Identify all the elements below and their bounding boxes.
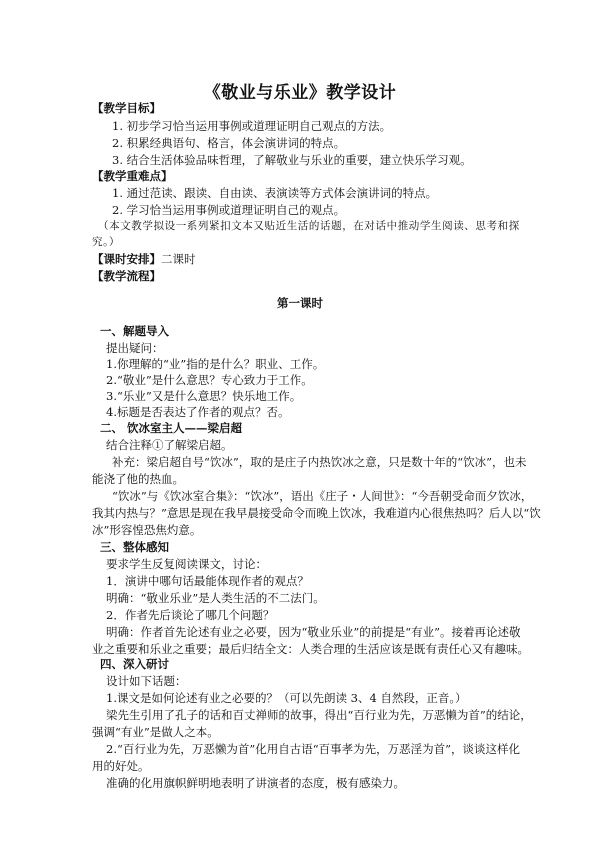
key-points-heading: 【教学重难点】 bbox=[92, 169, 173, 183]
document-title: 《敬业与乐业》教学设计 bbox=[203, 83, 397, 103]
objective-item: 1. 初步学习恰当运用事例或道理证明自己观点的方法。 bbox=[112, 119, 392, 133]
body-line: 2．作者先后谈论了哪几个问题？ bbox=[106, 608, 275, 622]
body-line: 设计如下话题： bbox=[106, 674, 187, 688]
objective-item: 3. 结合生活体验品味哲理，了解敬业与乐业的重要，建立快乐学习观。 bbox=[112, 153, 472, 167]
teaching-note: （本文教学拟设一系列紧扣文本又贴近生活的话题，在对话中推动学生阅读、思考和探 bbox=[98, 220, 520, 232]
body-line: 3.“乐业”又是什么意思？快乐地工作。 bbox=[106, 389, 302, 403]
objectives-heading: 【教学目标】 bbox=[92, 101, 161, 115]
teaching-note: 究。） bbox=[92, 236, 121, 248]
body-line: 梁先生引用了孔子的话和百丈禅师的故事，得出“百行业为先，万恶懒为首”的结论， bbox=[106, 708, 532, 722]
section-heading: 四、深入研讨 bbox=[100, 657, 169, 671]
body-line: 明确：“敬业乐业”是人类生活的不二法门。 bbox=[106, 591, 325, 605]
body-line: 明确：作者首先论述有业之必要，因为“敬业乐业”的前提是“有业”。接着再论述敬 bbox=[106, 625, 521, 639]
process-heading: 【教学流程】 bbox=[92, 269, 161, 283]
body-line: 业之重要和乐业之重要；最后归结全文：人类合理的生活应该是既有责任心又有趣味。 bbox=[92, 642, 529, 656]
body-line: 强调“有业”是做人之本。 bbox=[92, 725, 219, 739]
section-heading: 三、整体感知 bbox=[100, 540, 169, 554]
body-line: 冰”形容惶恐焦灼意。 bbox=[92, 523, 202, 537]
body-line: 2.“敬业”是什么意思？专心致力于工作。 bbox=[106, 373, 313, 387]
body-line: 能浇了他的热血。 bbox=[92, 472, 184, 486]
schedule-line bbox=[92, 252, 196, 267]
schedule-value: 二课时 bbox=[161, 252, 196, 266]
body-line: 1.你理解的“业”指的是什么？职业、工作。 bbox=[106, 357, 325, 371]
body-line: 准确的化用旗帜鲜明地表明了讲演者的态度，极有感染力。 bbox=[106, 776, 405, 790]
key-point-item: 1. 通过范读、跟读、自由读、表演读等方式体会演讲词的特点。 bbox=[112, 186, 438, 200]
body-line: 1.课文是如何论述有业之必要的？（可以先朗读 3、4 自然段，正音。） bbox=[106, 691, 467, 705]
key-point-item: 2. 学习恰当运用事例或道理证明自己的观点。 bbox=[112, 203, 346, 217]
body-line: 4.标题是否表达了作者的观点？否。 bbox=[106, 405, 290, 419]
schedule-heading: 【课时安排】 bbox=[92, 252, 161, 266]
section-heading: 二、 饮冰室主人——梁启超 bbox=[100, 421, 243, 435]
body-line: 补充：梁启超自号“饮冰”，取的是庄子内热饮冰之意，只是数十年的“饮冰”，也未 bbox=[112, 455, 527, 469]
section-heading: 一、解题导入 bbox=[100, 324, 169, 338]
objective-item: 2. 积累经典语句、格言，体会演讲词的特点。 bbox=[112, 136, 346, 150]
body-line: 2.“百行业为先，万恶懒为首”化用自古语“百事孝为先，万恶淫为首”，谈谈这样化 bbox=[106, 742, 520, 756]
body-line: 提出疑问： bbox=[106, 341, 164, 355]
body-line: “饮冰”与《饮冰室合集》：“饮冰”，语出《庄子・人间世》：“今吾朝受命而夕饮冰， bbox=[112, 489, 533, 503]
body-line: 1．演讲中哪句话最能体现作者的观点？ bbox=[106, 574, 309, 588]
lesson-heading: 第一课时 bbox=[277, 296, 323, 310]
body-line: 用的好处。 bbox=[92, 759, 150, 773]
body-line: 结合注释①了解梁启超。 bbox=[106, 438, 233, 452]
body-line: 要求学生反复阅读课文，讨论： bbox=[106, 557, 267, 571]
body-line: 我其内热与？”意思是现在我早晨接受命令而晚上饮冰，我难道内心很焦热吗？后人以“饮 bbox=[92, 506, 541, 520]
